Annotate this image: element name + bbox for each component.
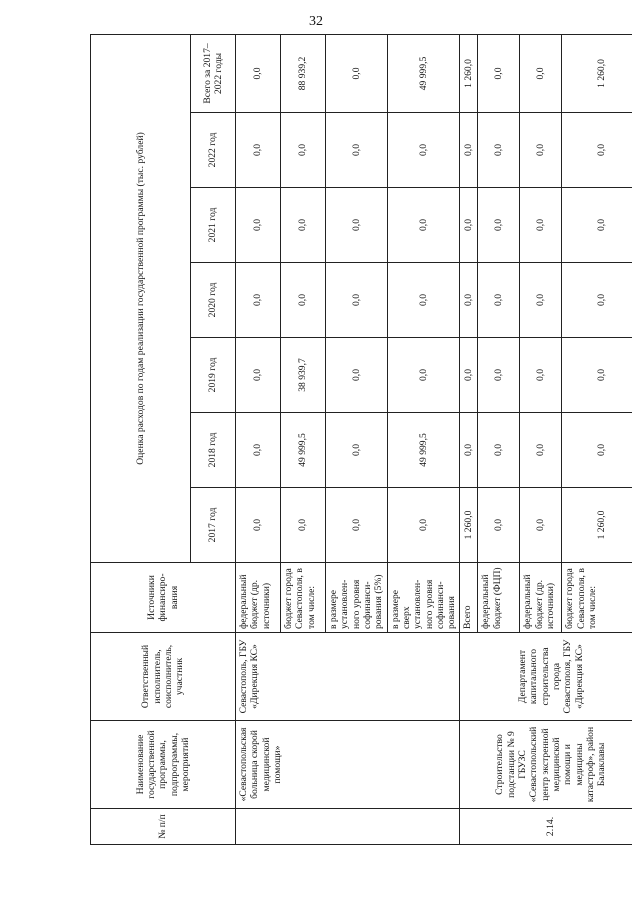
value-cell: 0,0	[460, 188, 478, 263]
value-cell: 0,0	[281, 188, 326, 263]
value-cell: 0,0	[562, 188, 632, 263]
value-cell: 0,0	[387, 188, 460, 263]
value-cell: 1 260,0	[562, 488, 632, 563]
value-cell: 0,0	[460, 338, 478, 413]
value-cell: 0,0	[562, 263, 632, 338]
table-row	[236, 34, 281, 844]
value-cell: 0,0	[562, 113, 632, 188]
header-year-2020: 2020 год	[191, 263, 236, 338]
source-cell: бюджет города Севастополя, в том числе:	[562, 563, 632, 633]
value-cell: 0,0	[460, 263, 478, 338]
value-cell: 0,0	[562, 413, 632, 488]
value-cell: 0,0	[326, 188, 388, 263]
item-executor-cell: Департамент капитального строительства города Севастополя, ГБУ «Дирекция КС»	[460, 633, 632, 721]
value-cell: 0,0	[520, 113, 562, 188]
source-cell: в размере установлен-ного уровня софинанси-рования (5%)	[326, 563, 388, 633]
value-cell: 1 260,0	[562, 34, 632, 112]
value-cell: 0,0	[387, 338, 460, 413]
value-cell: 0,0	[520, 413, 562, 488]
page-number: 32	[309, 14, 323, 29]
cont-name-cell: «Севастопольская больница скорой медицинской помощи»	[236, 721, 460, 809]
item-number-cell: 2.14.	[460, 809, 632, 845]
header-executor: Ответственный исполнитель, соисполнитель, участник	[91, 633, 236, 721]
header-year-2017: 2017 год	[191, 488, 236, 563]
value-cell: 0,0	[387, 263, 460, 338]
value-cell: 1 260,0	[460, 488, 478, 563]
source-cell: Всего	[460, 563, 478, 633]
value-cell: 49 999,5	[387, 34, 460, 112]
value-cell: 0,0	[236, 34, 281, 112]
value-cell: 0,0	[387, 113, 460, 188]
source-cell: бюджет города Севастополя, в том числе:	[281, 563, 326, 633]
value-cell: 0,0	[281, 488, 326, 563]
value-cell: 0,0	[236, 338, 281, 413]
value-cell: 0,0	[520, 34, 562, 112]
value-cell: 0,0	[520, 488, 562, 563]
table-row	[460, 34, 478, 844]
rotated-table-frame	[90, 40, 620, 845]
source-cell: федеральный бюджет (ФЦП)	[478, 563, 520, 633]
header-name: Наименование государственной программы, подпрограммы, мероприятий	[91, 721, 236, 809]
value-cell: 0,0	[326, 338, 388, 413]
value-cell: 0,0	[478, 488, 520, 563]
source-cell: в размере сверх установлен-ного уровня софинанси-рования	[387, 563, 460, 633]
value-cell: 0,0	[460, 413, 478, 488]
value-cell: 0,0	[326, 113, 388, 188]
value-cell: 0,0	[326, 263, 388, 338]
header-year-2018: 2018 год	[191, 413, 236, 488]
header-estimate: Оценка расходов по годам реализации государственной программы (тыс. рублей)	[91, 34, 191, 562]
header-num: № п/п	[91, 809, 236, 845]
value-cell: 0,0	[520, 188, 562, 263]
value-cell: 38 939,7	[281, 338, 326, 413]
value-cell: 88 939,2	[281, 34, 326, 112]
value-cell: 0,0	[478, 188, 520, 263]
value-cell: 1 260,0	[460, 34, 478, 112]
value-cell: 0,0	[326, 34, 388, 112]
value-cell: 0,0	[236, 188, 281, 263]
value-cell: 0,0	[236, 413, 281, 488]
value-cell: 0,0	[326, 488, 388, 563]
value-cell: 0,0	[387, 488, 460, 563]
header-source: Источники финансиро-вания	[91, 563, 236, 633]
value-cell: 0,0	[520, 263, 562, 338]
value-cell: 0,0	[478, 413, 520, 488]
cont-num-cell	[236, 809, 460, 845]
value-cell: 0,0	[326, 413, 388, 488]
value-cell: 0,0	[478, 113, 520, 188]
financing-table	[90, 34, 632, 845]
header-total: Всего за 2017–2022 годы	[191, 34, 236, 112]
item-name-cell: Строительство подстанции № 9 ГБУЗС «Севастопольский центр экстренной медицинской помощи и медицины катастроф», район Балаклавы	[460, 721, 632, 809]
value-cell: 0,0	[478, 34, 520, 112]
value-cell: 0,0	[520, 338, 562, 413]
value-cell: 0,0	[460, 113, 478, 188]
source-cell: федеральный бюджет (др. источники)	[520, 563, 562, 633]
value-cell: 0,0	[562, 338, 632, 413]
header-year-2019: 2019 год	[191, 338, 236, 413]
value-cell: 0,0	[236, 113, 281, 188]
source-cell: федеральный бюджет (др. источники)	[236, 563, 281, 633]
value-cell: 49 999,5	[387, 413, 460, 488]
cont-executor-cell: Севастополь, ГБУ «Дирекция КС»	[236, 633, 460, 721]
value-cell: 0,0	[236, 488, 281, 563]
value-cell: 0,0	[478, 263, 520, 338]
value-cell: 0,0	[281, 263, 326, 338]
value-cell: 0,0	[478, 338, 520, 413]
header-year-2022: 2022 год	[191, 113, 236, 188]
value-cell: 49 999,5	[281, 413, 326, 488]
header-year-2021: 2021 год	[191, 188, 236, 263]
value-cell: 0,0	[281, 113, 326, 188]
value-cell: 0,0	[236, 263, 281, 338]
